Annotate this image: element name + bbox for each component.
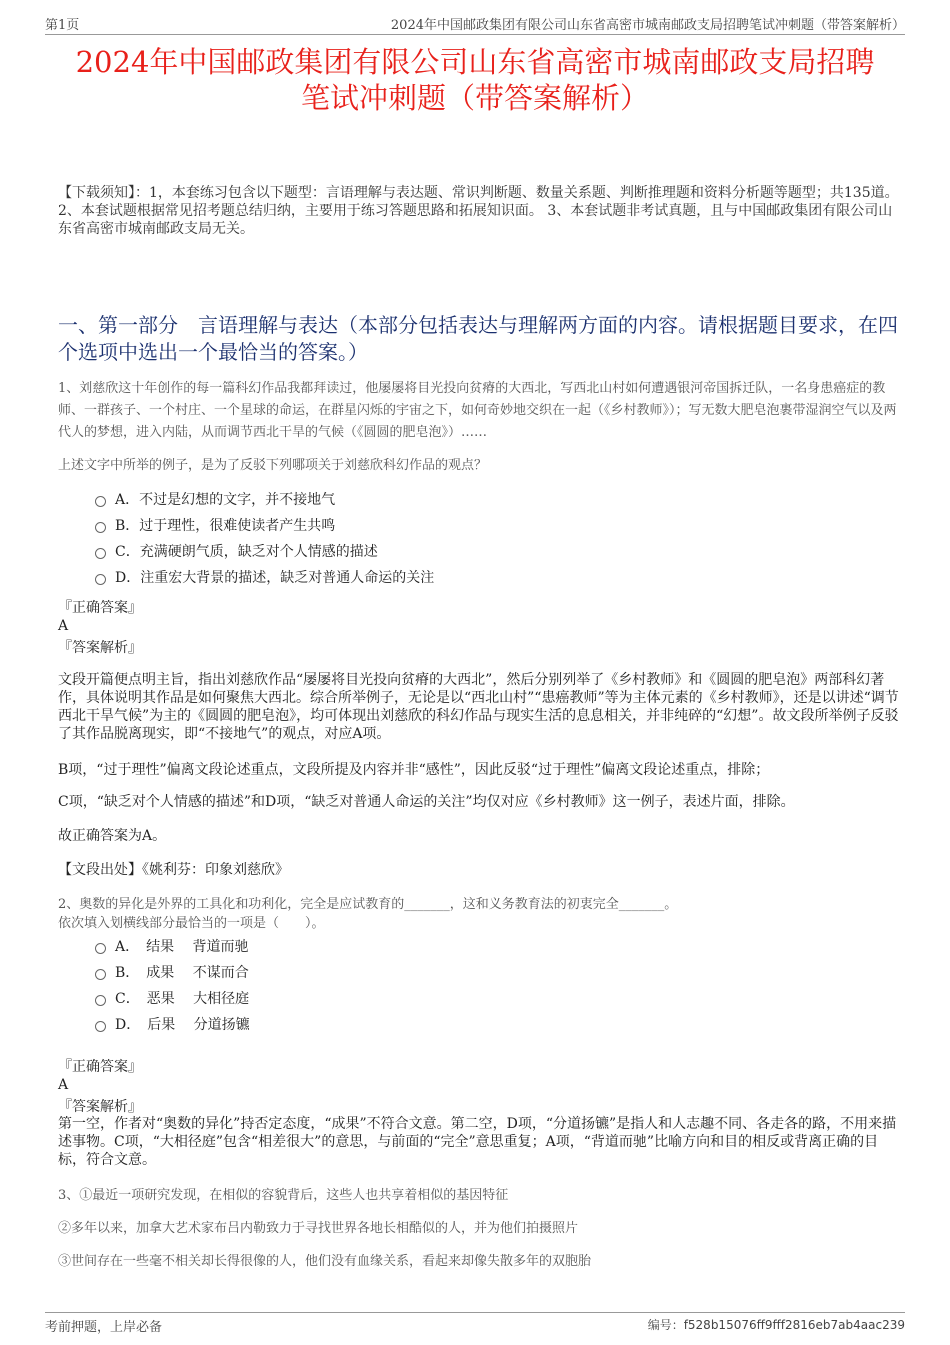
q1-option-d[interactable]: D．注重宏大背景的描述，缺乏对普通人命运的关注	[95, 565, 434, 591]
q1-option-b[interactable]: B．过于理性，很难使读者产生共鸣	[95, 513, 434, 539]
radio-icon[interactable]	[95, 943, 106, 954]
footer-slogan: 考前押题，上岸必备	[45, 1320, 163, 1335]
q2-answer-label: 『正确答案』	[58, 1059, 142, 1075]
q1-answer-label: 『正确答案』	[58, 600, 142, 616]
radio-icon[interactable]	[95, 969, 106, 980]
q2-answer: A	[58, 1077, 69, 1093]
q1-analysis-p4: 故正确答案为A。	[58, 828, 167, 844]
radio-icon[interactable]	[95, 496, 106, 507]
q1-analysis-p2: B项，“过于理性”偏离文段论述重点，文段所提及内容并非“感性”，因此反驳“过于理性”偏离文段论述重点，排除；	[58, 762, 770, 778]
q1-option-c[interactable]: C．充满硬朗气质，缺乏对个人情感的描述	[95, 539, 434, 565]
radio-icon[interactable]	[95, 1021, 106, 1032]
q1-analysis-label: 『答案解析』	[58, 640, 142, 656]
q2-analysis-label: 『答案解析』	[58, 1099, 142, 1115]
q3-line-1: 3、①最近一项研究发现，在相似的容貌背后，这些人也共享着相似的基因特征	[58, 1188, 509, 1203]
q2-option-d[interactable]: D． 后果 分道扬镳	[95, 1012, 250, 1038]
header-doc-title: 2024年中国邮政集团有限公司山东省高密市城南邮政支局招聘笔试冲刺题（带答案解析）	[390, 18, 905, 33]
title-line-1: 2024年中国邮政集团有限公司山东省高密市城南邮政支局招聘	[75, 45, 875, 79]
title-line-2: 笔试冲刺题（带答案解析）	[300, 81, 649, 115]
q2-option-c[interactable]: C． 恶果 大相径庭	[95, 986, 250, 1012]
q1-options	[95, 487, 434, 591]
q1-analysis-p3: C项，“缺乏对个人情感的描述”和D项，“缺乏对普通人命运的关注”均仅对应《乡村教师》这一例子，表述片面，排除。	[58, 794, 795, 810]
q1-option-a[interactable]: A．不过是幻想的文字，并不接地气	[95, 487, 434, 513]
q2-text: 2、奥数的异化是外界的工具化和功利化，完全是应试教育的_______，这和义务教育法的初衷完全_______。	[58, 897, 678, 912]
q3-line-2: ②多年以来，加拿大艺术家布吕内勒致力于寻找世界各地长相酷似的人，并为他们拍摄照片	[58, 1221, 579, 1236]
q3-line-3: ③世间存在一些毫不相关却长得很像的人，他们没有血缘关系，看起来却像失散多年的双胞胎	[58, 1254, 592, 1269]
radio-icon[interactable]	[95, 548, 106, 559]
q1-analysis-p1: 文段开篇便点明主旨，指出刘慈欣作品“屡屡将目光投向贫瘠的大西北”，然后分别列举了《乡村教师》和《圆圆的肥皂泡》两部科幻著作，具体说明其作品是如何聚焦大西北。综合所举例子，无论是以“西北山村”“患癌教师”等为主体元素的《乡村教师》，还是以讲述“调节西北干旱气候”为主的《圆圆的肥皂泡》，均可体现出刘慈欣的科幻作品与现实生活的息息相关，并非纯碎的“幻想”。故文段所举例子反驳了其作品脱离现实，即“不接地气”的观点，对应A项。	[58, 672, 899, 742]
q1-text: 1、刘慈欣这十年创作的每一篇科幻作品我都拜读过，他屡屡将目光投向贫瘠的大西北，写西北山村如何遭遇银河帝国拆迁队，一名身患癌症的教师、一群孩子、一个村庄、一个星球的命运，在群星闪烁的宇宙之下，如何奇妙地交织在一起（《乡村教师》）；写无数大肥皂泡裹带湿润空气以及两代人的梦想，进入内陆，从而调节西北干旱的气候（《圆圆的肥皂泡》）……	[58, 381, 897, 440]
q2-option-b[interactable]: B． 成果 不谋而合	[95, 960, 250, 986]
q1-answer: A	[58, 618, 69, 634]
section-heading: 一、第一部分 言语理解与表达（本部分包括表达与理解两方面的内容。请根据题目要求，在四个选项中选出一个最恰当的答案。）	[58, 313, 898, 364]
download-notice: 【下载须知】：1，本套练习包含以下题型：言语理解与表达题、常识判断题、数量关系题、判断推理题和资料分析题等题型；共135道。 2、本套试题根据常见招考题总结归纳，主要用于练习答题思路和拓展知识面。 3、本套试题非考试真题，且与中国邮政集团有限公司山东省高密市城南邮政支局无关。	[58, 185, 899, 237]
radio-icon[interactable]	[95, 522, 106, 533]
q1-prompt: 上述文字中所举的例子，是为了反驳下列哪项关于刘慈欣科幻作品的观点？	[58, 458, 488, 473]
q2-analysis: 第一空，作者对“奥数的异化”持否定态度，“成果”不符合文意。第二空，D项，“分道扬镳”是指人和人志趣不同、各走各的路，不用来描述事物。C项，“大相径庭”包含“相差很大”的意思，与前面的“完全”意思重复；A项，“背道而驰”比喻方向和目的相反或背离正确的目标，符合文意。	[58, 1116, 897, 1168]
footer-serial: 编号：f528b15076ff9fff2816eb7ab4aac239	[647, 1318, 905, 1332]
page-number: 第1页	[45, 18, 80, 33]
q2-prompt: 依次填入划横线部分最恰当的一项是（ ）。	[58, 916, 325, 931]
q2-options	[95, 934, 250, 1038]
radio-icon[interactable]	[95, 574, 106, 585]
page-footer	[45, 1312, 905, 1337]
page-header	[45, 12, 905, 35]
document-title	[40, 44, 910, 116]
radio-icon[interactable]	[95, 995, 106, 1006]
q2-option-a[interactable]: A． 结果 背道而驰	[95, 934, 250, 960]
q1-source: 【文段出处】《姚利芬：印象刘慈欣》	[58, 862, 289, 878]
